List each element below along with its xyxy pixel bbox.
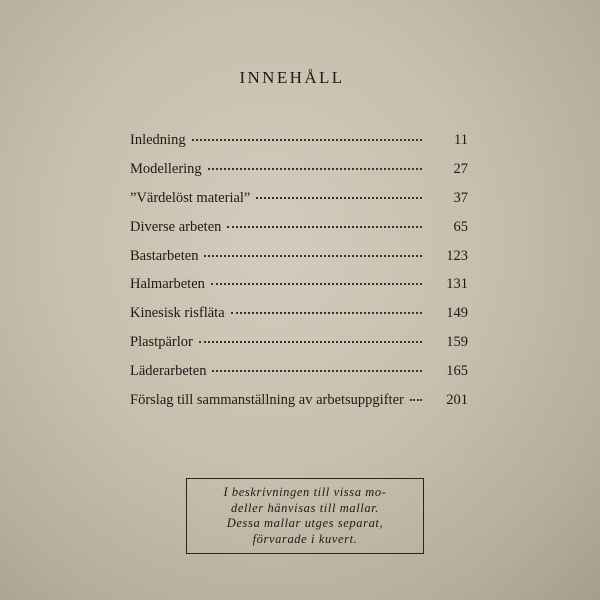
toc-entry-page: 65 bbox=[453, 218, 468, 235]
toc-entry bbox=[130, 190, 468, 219]
toc-entry bbox=[130, 276, 468, 305]
template-note-box bbox=[186, 478, 424, 554]
table-of-contents bbox=[130, 132, 468, 421]
dot-leader bbox=[410, 399, 422, 401]
toc-entry bbox=[130, 392, 468, 421]
toc-entry-page: 123 bbox=[446, 247, 468, 264]
dot-leader bbox=[208, 168, 422, 170]
dot-leader bbox=[211, 283, 422, 285]
note-line: deller hänvisas till mallar. bbox=[230, 500, 380, 515]
toc-entry-page: 159 bbox=[446, 334, 468, 351]
toc-entry bbox=[130, 132, 468, 161]
dot-leader bbox=[231, 312, 422, 314]
toc-entry-label: Diverse arbeten bbox=[130, 218, 222, 235]
toc-entry-label: Kinesisk risfläta bbox=[130, 305, 225, 322]
toc-entry bbox=[130, 363, 468, 392]
dot-leader bbox=[199, 341, 422, 343]
toc-entry-label: Läderarbeten bbox=[130, 363, 207, 380]
toc-entry-page: 27 bbox=[453, 160, 468, 177]
dot-leader bbox=[212, 370, 422, 372]
toc-entry-label: Inledning bbox=[130, 132, 186, 148]
toc-entry-label: Bastarbeten bbox=[130, 247, 199, 264]
toc-entry-page: 201 bbox=[446, 392, 468, 409]
toc-entry-label: ”Värdelöst material” bbox=[130, 189, 251, 206]
note-line: Dessa mallar utges separat, bbox=[226, 516, 384, 530]
dot-leader bbox=[227, 226, 422, 228]
dot-leader bbox=[192, 139, 422, 141]
toc-entry-page: 131 bbox=[446, 276, 468, 293]
note-line: förvarade i kuvert. bbox=[252, 531, 358, 546]
toc-entry-page: 165 bbox=[446, 363, 468, 380]
toc-entry bbox=[130, 161, 468, 190]
toc-entry bbox=[130, 219, 468, 248]
toc-entry-label: Halmarbeten bbox=[130, 276, 205, 293]
toc-entry-page: 11 bbox=[454, 132, 468, 148]
toc-entry-label: Plastpärlor bbox=[130, 334, 193, 351]
toc-entry-label: Modellering bbox=[130, 160, 202, 177]
toc-entry bbox=[130, 248, 468, 277]
toc-entry-page: 149 bbox=[446, 305, 468, 322]
toc-entry bbox=[130, 305, 468, 334]
dot-leader bbox=[204, 255, 422, 257]
dot-leader bbox=[256, 197, 422, 199]
toc-entry-page: 37 bbox=[453, 189, 468, 206]
note-line: I beskrivningen till vissa mo- bbox=[223, 485, 387, 499]
page-title: INNEHÅLL bbox=[239, 68, 345, 87]
toc-entry bbox=[130, 334, 468, 363]
toc-entry-label: Förslag till sammanställning av arbetsuppgifter bbox=[130, 392, 404, 409]
